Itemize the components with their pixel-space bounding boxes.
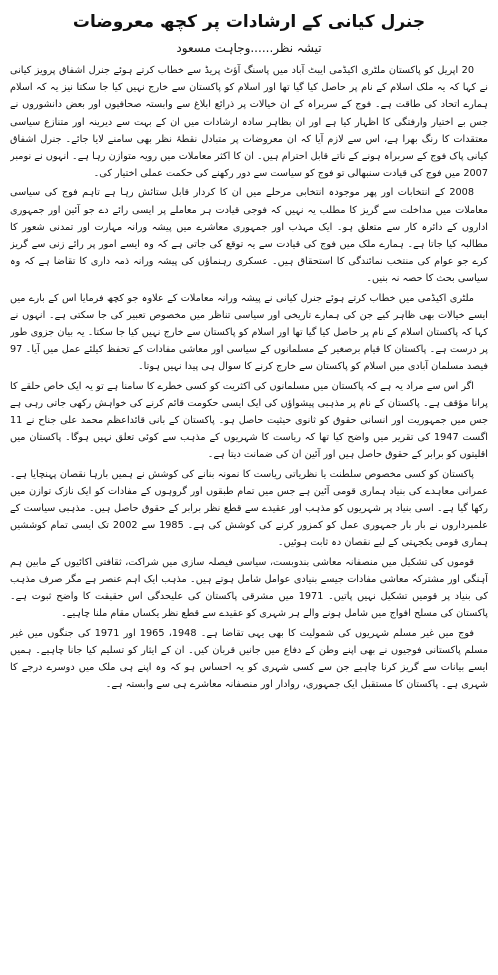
article-byline: تیشہ نظر......وجاہت مسعود [176, 41, 322, 55]
article-paragraph: 2008 کے انتخابات اور پھر موجودہ انتخابی مرحلے میں ان کا کردار قابل ستائش رہا ہے تاہم فوج کی سیاسی معاملات میں مداخلت سے گریز کا مطلب یہ نہیں کہ فوجی قیادت ہر معاملے پر ایسی رائے دے جو آئین اور جمہوری اداروں کے دائرہ کار سے متعلق ہو۔ ایک مہذب اور جمہوری معاشرے میں پیشہ ورانہ مہارت اور تمدنی شعور کا مطالبہ کیا جاتا ہے۔ ہمارے ملک میں فوج کی قیادت سے یہ توقع کی جاتی ہے کہ وہ ایسے امور پر رائے زنی سے گریز کرے جو عوام کی منتخب نمائندگی کا استحقاق ہیں۔ عسکری رہنماؤں کی پیشہ ورانہ ذمہ داری کا تقاضا ہے کہ وہ سیاسی بحث کا حصہ نہ بنیں۔ [10, 187, 488, 285]
article-paragraph: 20 اپریل کو پاکستان ملٹری اکیڈمی ایبٹ آباد میں پاسنگ آؤٹ پریڈ سے خطاب کرتے ہوئے جنرل اشفاق پرویز کیانی نے کہا کہ یہ ملک اسلام کے نام پر حاصل کیا گیا تھا اور اسلام کو پاکستان سے خارج نہیں کیا جا سکتا نیز یہ کہ اسلام ہمارے اتحاد کی طاقت ہے۔ فوج کے سربراہ کے ان خیالات پر ذرائع ابلاغ سے وابستہ صحافیوں اور بعض دانشوروں نے جس بے اختیار وارفتگی کا اظہار کیا ہے اور ان بظاہر سادہ ارشادات میں ان کے بہت سے دیرینہ اور متنازع سیاسی معتقدات کا رنگ بھرا ہے، اس سے لازم آیا کہ ان معروضات پر متبادل نقطۂ نظر بھی سامنے لایا جائے۔ جنرل اشفاق کیانی پاک فوج کے سربراہ ہونے کے ناتے قابل احترام ہیں۔ ان کا اکثر معاملات میں رویہ متوازن رہا ہے۔ انہوں نے نومبر 2007 میں فوج کی قیادت سنبھالی تو فوج کو سیاست سے دور رکھنے کی حکمت عملی اختیار کی۔ [10, 65, 488, 180]
article-headline: جنرل کیانی کے ارشادات پر کچھ معروضات [72, 12, 426, 32]
article-body [10, 62, 488, 964]
article-paragraph: پاکستان کو کسی مخصوص سلطنت یا نظریاتی ریاست کا نمونہ بنانے کی کوشش نے ہمیں بارہا نقصان پہنچایا ہے۔ عمرانی معاہدے کی بنیاد ہماری قومی آئین ہے جس میں تمام طبقوں اور گروہوں کے مفادات کو ایک نازک توازن میں رکھا گیا ہے۔ اسی بنیاد پر شہریوں کو مذہب اور عقیدے سے قطع نظر برابر کے حقوق حاصل ہیں۔ مذہبی سیاست کے علمبرداروں نے بار بار جمہوری عمل کو کمزور کرنے کی کوشش کی ہے۔ 1985 سے 2002 تک ایسی تمام کوششیں ہماری قومی یکجہتی کے لیے نقصان دہ ثابت ہوئیں۔ [10, 468, 488, 549]
article-paragraph: اگر اس سے مراد یہ ہے کہ پاکستان میں مسلمانوں کی اکثریت کو کسی خطرے کا سامنا ہے تو یہ ایک خاص حلقے کا پرانا مؤقف ہے۔ پاکستان کے نام پر مذہبی پیشواؤں کی ایک ایسی حکومت قائم کرنے کی خواہش رکھی جاتی رہی ہے جس میں جمہوریت اور انسانی حقوق کو ثانوی حیثیت حاصل ہو۔ پاکستان کے بانی قائداعظم محمد علی جناح نے 11 اگست 1947 کی تقریر میں واضح کیا تھا کہ ریاست کا شہریوں کے مذہب سے کوئی تعلق نہیں ہوگا۔ پاکستان میں اقلیتوں کو برابر کے حقوق حاصل ہیں اور آئین ان کی ضمانت دیتا ہے۔ [10, 380, 488, 461]
article-paragraph: فوج میں غیر مسلم شہریوں کی شمولیت کا بھی یہی تقاضا ہے۔ 1948، 1965 اور 1971 کی جنگوں میں غیر مسلم پاکستانی فوجیوں نے بھی اپنے وطن کے دفاع میں جانیں قربان کیں۔ ان کے ایثار کو تسلیم کیا جانا چاہیے۔ ہمیں ایسے بیانات سے گریز کرنا چاہیے جن سے کسی شہری کو یہ احساس ہو کہ وہ اپنے ہی ملک میں دوسرے درجے کا شہری ہے۔ پاکستان کا مستقبل ایک جمہوری، روادار اور منصفانہ معاشرے ہی سے وابستہ ہے۔ [10, 627, 488, 691]
article-paragraph: ملٹری اکیڈمی میں خطاب کرتے ہوئے جنرل کیانی نے پیشہ ورانہ معاملات کے علاوہ جو کچھ فرمایا اس کے بارے میں ایسے خیالات بھی ظاہر کیے جن کی ہمارے تاریخی اور سیاسی تناظر میں مخصوص تعبیر کی جا سکتی ہے۔ انہوں نے کہا کہ پاکستان اسلام کے نام پر حاصل کیا گیا تھا اور اسلام کو پاکستان سے خارج نہیں کیا جا سکتا۔ یہ بیان جزوی طور پر درست ہے۔ پاکستان کا قیام برصغیر کے مسلمانوں کے سیاسی اور معاشی مفادات کے تحفظ کیلئے عمل میں آیا۔ 97 فیصد مسلمان آبادی میں اسلام کو پاکستان سے خارج کرنے کا سوال ہی پیدا نہیں ہوتا۔ [10, 292, 488, 373]
article-paragraph: قوموں کی تشکیل میں منصفانہ معاشی بندوبست، سیاسی فیصلہ سازی میں شراکت، ثقافتی اکائیوں کے مابین ہم آہنگی اور مشترکہ معاشی مفادات جیسے بنیادی عوامل شامل ہوتے ہیں۔ مذہب ایک اہم عنصر ہے مگر صرف مذہب کی بنیاد پر قومیں تشکیل نہیں پاتیں۔ 1971 میں مشرقی پاکستان کی علیحدگی اس حقیقت کا واضح ثبوت ہے۔ پاکستان کی مسلح افواج میں شامل ہونے والے ہر شہری کو عقیدے سے قطع نظر یکساں مقام ملنا چاہیے۔ [10, 556, 488, 620]
